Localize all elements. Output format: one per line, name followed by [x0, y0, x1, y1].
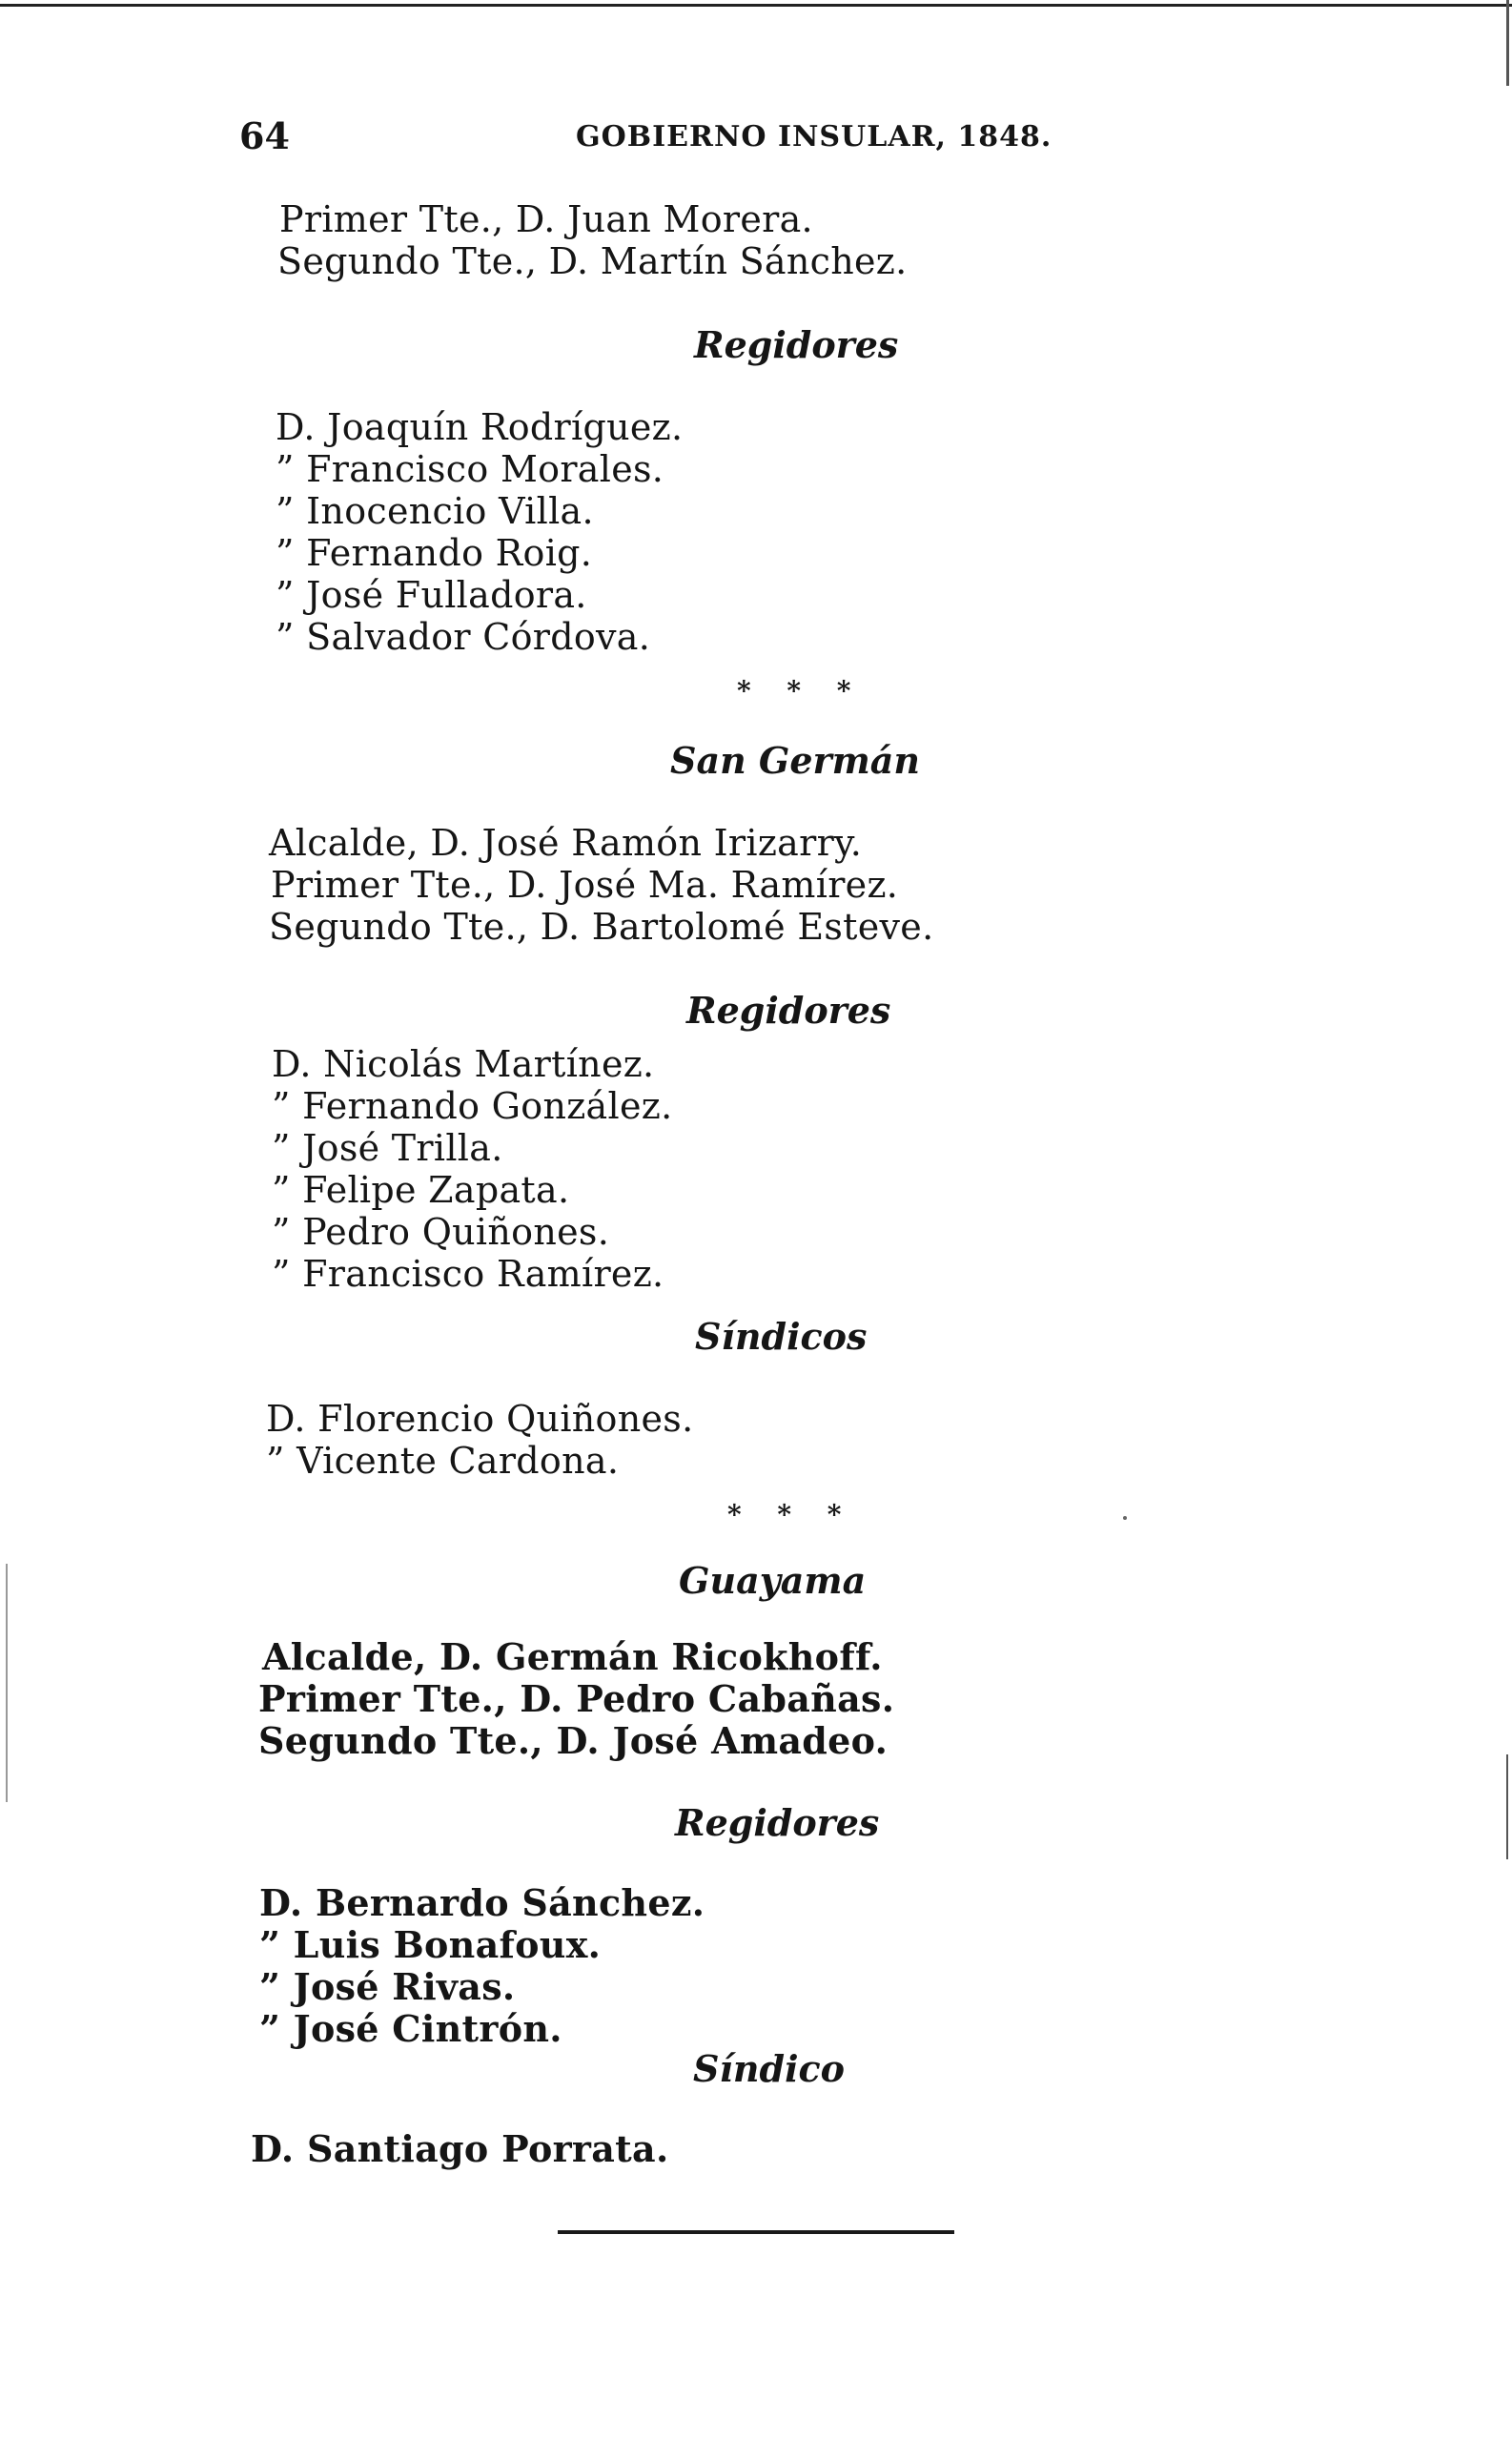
- regidor-line: ” Inocencio Villa.: [276, 490, 594, 532]
- regidores-heading: Regidores: [694, 323, 899, 366]
- regidor-line: ” Salvador Córdova.: [276, 616, 651, 658]
- officer-line: Primer Tte., D. Juan Morera.: [279, 198, 813, 240]
- scan-left-edge-mark: [6, 1564, 8, 1802]
- regidor-line: ” Fernando Roig.: [276, 532, 593, 574]
- sindico-line: ” Vicente Cardona.: [266, 1440, 620, 1482]
- regidor-line: ” Luis Bonafoux.: [259, 1923, 602, 1966]
- regidor-line: ” Francisco Ramírez.: [272, 1253, 664, 1295]
- regidor-line: D. Nicolás Martínez.: [272, 1043, 655, 1085]
- regidor-line: ” José Fulladora.: [276, 574, 587, 616]
- closing-rule: [558, 2230, 954, 2234]
- officer-line: Alcalde, D. Germán Ricokhoff.: [262, 1635, 883, 1678]
- regidor-line: D. Bernardo Sánchez.: [259, 1881, 705, 1924]
- officer-line: Primer Tte., D. Pedro Cabañas.: [258, 1677, 895, 1720]
- section-title-san-german: San Germán: [670, 739, 921, 782]
- regidores-heading: Regidores: [686, 989, 891, 1032]
- regidor-line: ” José Rivas.: [259, 1965, 516, 2008]
- officer-line: Primer Tte., D. José Ma. Ramírez.: [271, 864, 899, 906]
- scan-right-edge-mark: [1506, 1754, 1508, 1859]
- regidor-line: ” Fernando González.: [272, 1085, 673, 1127]
- page-number: 64: [239, 114, 290, 157]
- officer-line: Alcalde, D. José Ramón Irizarry.: [269, 822, 863, 864]
- regidor-line: ” José Trilla.: [272, 1127, 503, 1169]
- regidor-line: ” Francisco Morales.: [276, 448, 664, 490]
- scan-right-edge-mark: [1506, 0, 1509, 86]
- sindicos-heading: Síndicos: [695, 1315, 868, 1358]
- section-title-guayama: Guayama: [679, 1559, 867, 1602]
- running-title: GOBIERNO INSULAR, 1848.: [576, 120, 1052, 154]
- officer-line: Segundo Tte., D. Martín Sánchez.: [277, 240, 908, 282]
- sindico-line: D. Santiago Porrata.: [251, 2127, 669, 2170]
- section-separator: * * *: [727, 1499, 855, 1530]
- section-separator: * * *: [737, 675, 865, 707]
- officer-line: Segundo Tte., D. Bartolomé Esteve.: [269, 906, 934, 948]
- scan-top-edge: [0, 4, 1512, 7]
- regidor-line: ” Felipe Zapata.: [272, 1169, 570, 1211]
- officer-line: Segundo Tte., D. José Amadeo.: [258, 1719, 889, 1762]
- regidor-line: ” Pedro Quiñones.: [272, 1211, 610, 1253]
- sindico-line: D. Florencio Quiñones.: [266, 1398, 694, 1440]
- sindico-heading: Síndico: [693, 2047, 845, 2090]
- scan-speck: [1123, 1516, 1127, 1520]
- regidor-line: ” José Cintrón.: [259, 2007, 562, 2050]
- regidores-heading: Regidores: [675, 1801, 880, 1844]
- regidor-line: D. Joaquín Rodríguez.: [276, 406, 684, 448]
